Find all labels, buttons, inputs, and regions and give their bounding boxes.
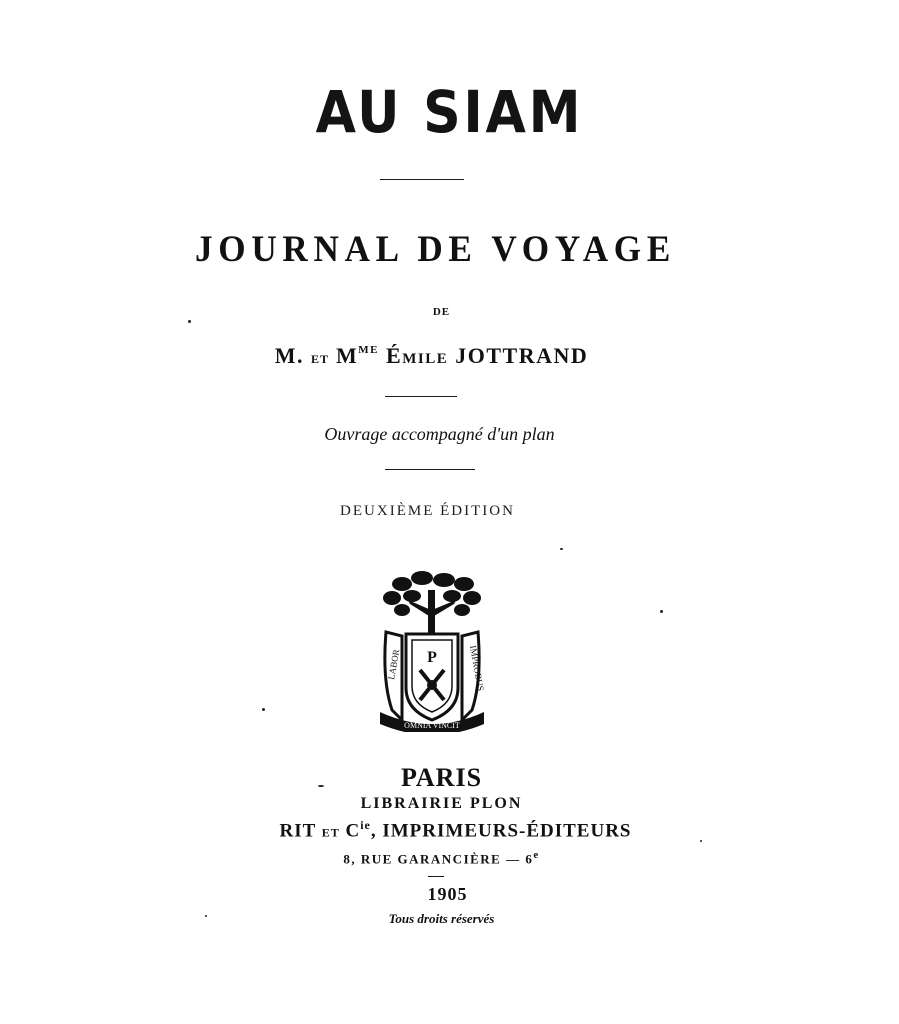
- scan-speck: [700, 840, 702, 842]
- device-motto-bottom: OMNIA VINCIT: [404, 721, 460, 730]
- imprint-address: 8, RUE GARANCIÈRE — 6e: [343, 849, 540, 867]
- author-surname: JOTTRAND: [455, 343, 589, 368]
- imprint-year: 1905: [427, 884, 468, 904]
- byline-de: DE: [432, 306, 451, 318]
- book-subtitle: JOURNAL DE VOYAGE: [195, 229, 676, 270]
- imprint-city: PARIS: [400, 763, 483, 792]
- publisher-device-emblem: [372, 570, 492, 732]
- scan-speck: [660, 610, 663, 613]
- rule-4: [428, 876, 444, 877]
- device-motto-left: LABOR: [386, 648, 402, 681]
- rule-2: [385, 396, 457, 397]
- author-first-name: ÉMILE: [386, 343, 449, 368]
- author-mme: $M^{ME}$: [336, 343, 380, 368]
- scan-speck: [262, 708, 265, 711]
- author-m: M.: [274, 343, 305, 368]
- rule-3: [385, 469, 475, 470]
- device-monogram: P: [427, 649, 437, 666]
- book-title: AU SIAM: [315, 78, 584, 146]
- scan-speck: [188, 320, 191, 323]
- imprint-printer: RIT ET $C^{ie}$, IMPRIMEURS-ÉDITEURS: [279, 818, 632, 842]
- authors: [0, 343, 881, 369]
- scan-speck: [560, 548, 563, 550]
- author-et: ET: [311, 352, 330, 366]
- rights-reserved: Tous droits réservés: [388, 911, 495, 926]
- scan-speck: [318, 785, 324, 787]
- imprint-publisher: LIBRAIRIE PLON: [360, 795, 523, 812]
- scan-speck: [205, 915, 207, 917]
- rule-1: [380, 179, 464, 180]
- device-motto-right: IMPROBUS: [468, 644, 486, 692]
- plan-note: Ouvrage accompagné d'un plan: [324, 424, 555, 444]
- edition-line: DEUXIÈME ÉDITION: [340, 503, 515, 519]
